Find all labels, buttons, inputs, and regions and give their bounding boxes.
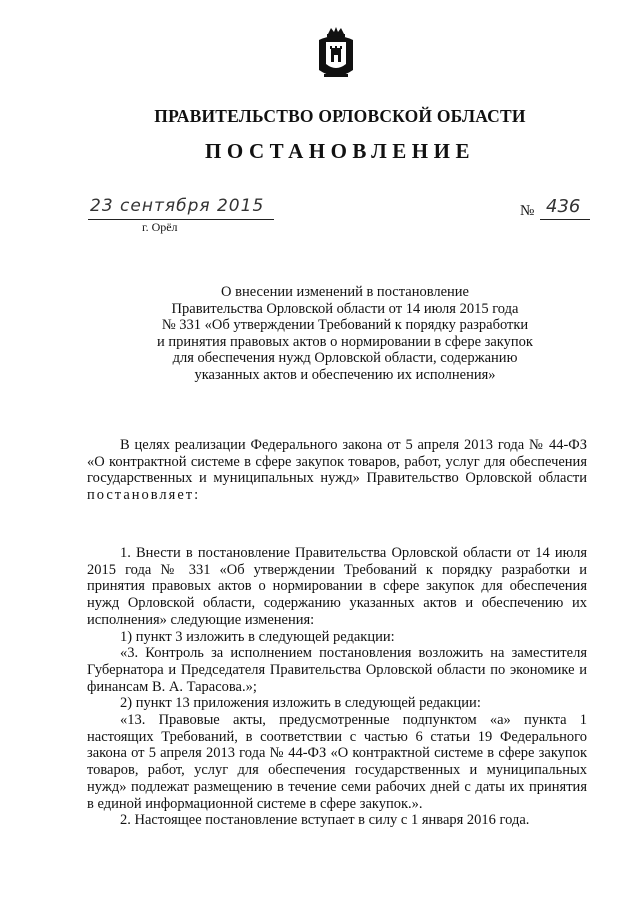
date-underline xyxy=(88,219,274,220)
subject-line: и принятия правовых актов о нормировании в сфере закупок xyxy=(157,333,533,350)
preamble-paragraph xyxy=(87,437,587,504)
number-underline xyxy=(540,219,590,220)
city-label: г. Орёл xyxy=(142,220,178,234)
subject-line: № 331 «Об утверждении Требований к порядку разработки xyxy=(161,317,529,334)
item-2: 2. Настоящее постановление вступает в силу с 1 января 2016 года. xyxy=(120,812,530,829)
subject-line: для обеспечения нужд Орловской области, содержанию xyxy=(172,350,518,367)
item-1: 1. Внести в постановление Правительства Орловской области от 14 июля 2015 года № 331 «Об утверждении Требований к порядку разработки и принятия правовых актов о нормировании в сфере закупок для обеспечения нужд Орловской области, содержанию указанных актов и обеспечению их исполнения» следующие изменения: xyxy=(87,545,587,628)
subitem-2: 2) пункт 13 приложения изложить в следующей редакции: xyxy=(120,695,481,712)
subject-line: О внесении изменений в постановление xyxy=(221,284,469,300)
preamble-text: В целях реализации Федерального закона от 5 апреля 2013 года № 44-ФЗ «О контрактной системе в сфере закупок товаров, работ, услуг для обеспечения государственных и муниципальных нужд» Правительство Орловской области xyxy=(87,437,587,487)
decree-body xyxy=(87,545,587,829)
decree-word: постановляет: xyxy=(87,487,201,504)
quote-1: «3. Контроль за исполнением постановления возложить на заместителя Губернатора и Председателя Правительства Орловской области по экономике и финансам В. А. Тарасова.»; xyxy=(87,645,587,695)
document-subject xyxy=(120,284,570,384)
government-title: ПРАВИТЕЛЬСТВО ОРЛОВСКОЙ ОБЛАСТИ xyxy=(154,106,526,126)
quote-2: «13. Правовые акты, предусмотренные подпунктом «а» пункта 1 настоящих Требований, в соответствии с частью 6 статьи 19 Федерального закона от 5 апреля 2013 года № 44-ФЗ «О контрактной системе в сфере закупок товаров, работ, услуг для обеспечения государственных и муниципальных нужд» подлежат размещению в течение семи рабочих дней с даты их принятия в единой информационной системе в сфере закупок.». xyxy=(87,712,587,812)
subject-line: указанных актов и обеспечению их исполнения» xyxy=(194,366,496,383)
number-prefix: № xyxy=(520,203,535,219)
handwritten-date: 23 сентября 2015 xyxy=(90,196,265,216)
document-type-title: ПОСТАНОВЛЕНИЕ xyxy=(205,139,475,163)
coat-of-arms-icon xyxy=(316,26,356,82)
subitem-1: 1) пункт 3 изложить в следующей редакции: xyxy=(120,628,395,645)
handwritten-number: 436 xyxy=(546,196,581,217)
subject-line: Правительства Орловской области от 14 июля 2015 года xyxy=(171,300,519,317)
